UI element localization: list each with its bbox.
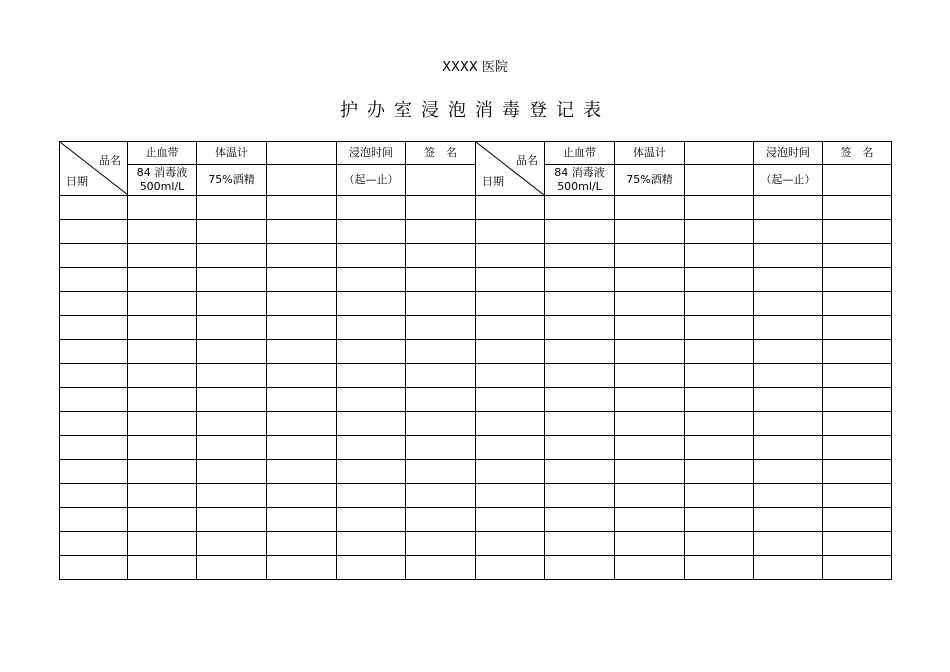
entry-cell[interactable] <box>128 316 197 340</box>
entry-cell[interactable] <box>476 508 545 532</box>
entry-cell[interactable] <box>545 484 615 508</box>
entry-cell[interactable] <box>545 388 615 412</box>
entry-cell[interactable] <box>337 484 406 508</box>
entry-cell[interactable] <box>615 220 685 244</box>
entry-cell[interactable] <box>337 340 406 364</box>
entry-cell[interactable] <box>197 268 267 292</box>
entry-cell[interactable] <box>823 532 892 556</box>
entry-cell[interactable] <box>615 268 685 292</box>
form-title: 护办室浸泡消毒登记表 <box>340 100 610 121</box>
entry-cell[interactable] <box>128 268 197 292</box>
entry-cell[interactable] <box>685 364 754 388</box>
entry-cell[interactable] <box>545 556 615 580</box>
entry-cell[interactable] <box>754 268 823 292</box>
entry-cell[interactable] <box>60 316 128 340</box>
entry-cell[interactable] <box>754 220 823 244</box>
entry-cell[interactable] <box>267 220 337 244</box>
entry-cell[interactable] <box>337 460 406 484</box>
entry-cell[interactable] <box>128 556 197 580</box>
entry-cell[interactable] <box>128 196 197 220</box>
column-header: 止血带 <box>128 142 197 165</box>
entry-cell[interactable] <box>337 556 406 580</box>
entry-cell[interactable] <box>197 364 267 388</box>
entry-cell[interactable] <box>60 556 128 580</box>
entry-cell[interactable] <box>60 220 128 244</box>
entry-cell[interactable] <box>476 340 545 364</box>
column-header: 签 名 <box>823 142 892 165</box>
entry-cell[interactable] <box>267 244 337 268</box>
column-header <box>685 142 754 165</box>
entry-cell[interactable] <box>197 292 267 316</box>
column-header: 浸泡时间 <box>754 142 823 165</box>
entry-cell[interactable] <box>685 532 754 556</box>
entry-cell[interactable] <box>823 268 892 292</box>
entry-cell[interactable] <box>615 316 685 340</box>
corner-header-cell <box>60 142 128 196</box>
entry-cell[interactable] <box>685 292 754 316</box>
entry-cell[interactable] <box>754 316 823 340</box>
entry-cell[interactable] <box>545 436 615 460</box>
entry-cell[interactable] <box>267 388 337 412</box>
entry-cell[interactable] <box>406 460 476 484</box>
column-header: 签 名 <box>406 142 476 165</box>
entry-cell[interactable] <box>197 508 267 532</box>
entry-cell[interactable] <box>60 388 128 412</box>
entry-cell[interactable] <box>267 316 337 340</box>
entry-cell[interactable] <box>685 340 754 364</box>
entry-cell[interactable] <box>267 532 337 556</box>
entry-cell[interactable] <box>337 436 406 460</box>
entry-cell[interactable] <box>476 556 545 580</box>
entry-cell[interactable] <box>685 196 754 220</box>
entry-cell[interactable] <box>60 436 128 460</box>
entry-cell[interactable] <box>128 364 197 388</box>
entry-cell[interactable] <box>545 412 615 436</box>
entry-cell[interactable] <box>823 244 892 268</box>
entry-cell[interactable] <box>128 220 197 244</box>
disinfection-register-table <box>59 141 892 580</box>
entry-cell[interactable] <box>476 196 545 220</box>
entry-cell[interactable] <box>476 484 545 508</box>
entry-cell[interactable] <box>406 220 476 244</box>
table-row <box>60 508 892 532</box>
entry-cell[interactable] <box>615 340 685 364</box>
entry-cell[interactable] <box>823 460 892 484</box>
table-row <box>60 436 892 460</box>
entry-cell[interactable] <box>267 268 337 292</box>
table-row <box>60 244 892 268</box>
entry-cell[interactable] <box>337 532 406 556</box>
entry-cell[interactable] <box>60 268 128 292</box>
entry-cell[interactable] <box>754 196 823 220</box>
entry-cell[interactable] <box>128 532 197 556</box>
entry-cell[interactable] <box>197 388 267 412</box>
entry-cell[interactable] <box>754 556 823 580</box>
entry-cell[interactable] <box>685 412 754 436</box>
entry-cell[interactable] <box>476 532 545 556</box>
entry-cell[interactable] <box>823 196 892 220</box>
entry-cell[interactable] <box>615 244 685 268</box>
entry-cell[interactable] <box>685 460 754 484</box>
entry-cell[interactable] <box>406 340 476 364</box>
column-subheader: （起—止） <box>337 165 406 196</box>
entry-cell[interactable] <box>128 508 197 532</box>
entry-cell[interactable] <box>545 292 615 316</box>
entry-cell[interactable] <box>754 436 823 460</box>
entry-cell[interactable] <box>406 364 476 388</box>
entry-cell[interactable] <box>60 412 128 436</box>
entry-cell[interactable] <box>754 484 823 508</box>
table-row <box>60 532 892 556</box>
entry-cell[interactable] <box>823 556 892 580</box>
entry-cell[interactable] <box>128 436 197 460</box>
table-row <box>60 412 892 436</box>
table-row <box>60 388 892 412</box>
entry-cell[interactable] <box>754 340 823 364</box>
column-header <box>267 142 337 165</box>
entry-cell[interactable] <box>615 508 685 532</box>
entry-cell[interactable] <box>197 412 267 436</box>
entry-cell[interactable] <box>545 340 615 364</box>
entry-cell[interactable] <box>754 412 823 436</box>
entry-cell[interactable] <box>406 244 476 268</box>
entry-cell[interactable] <box>60 244 128 268</box>
entry-cell[interactable] <box>337 364 406 388</box>
entry-cell[interactable] <box>615 292 685 316</box>
entry-cell[interactable] <box>476 244 545 268</box>
column-header: 体温计 <box>615 142 685 165</box>
entry-cell[interactable] <box>197 196 267 220</box>
table-row <box>60 316 892 340</box>
entry-cell[interactable] <box>128 484 197 508</box>
entry-cell[interactable] <box>476 268 545 292</box>
entry-cell[interactable] <box>337 316 406 340</box>
entry-cell[interactable] <box>615 364 685 388</box>
column-subheader: 84 消毒液 500ml/L <box>128 165 197 196</box>
entry-cell[interactable] <box>60 196 128 220</box>
entry-cell[interactable] <box>337 388 406 412</box>
entry-cell[interactable] <box>545 316 615 340</box>
entry-cell[interactable] <box>60 508 128 532</box>
entry-cell[interactable] <box>60 340 128 364</box>
entry-cell[interactable] <box>545 460 615 484</box>
entry-cell[interactable] <box>267 556 337 580</box>
entry-cell[interactable] <box>754 364 823 388</box>
entry-cell[interactable] <box>267 508 337 532</box>
table-row <box>60 460 892 484</box>
entry-cell[interactable] <box>476 436 545 460</box>
entry-cell[interactable] <box>615 412 685 436</box>
entry-cell[interactable] <box>615 196 685 220</box>
entry-cell[interactable] <box>615 556 685 580</box>
column-subheader: （起—止） <box>754 165 823 196</box>
entry-cell[interactable] <box>615 388 685 412</box>
entry-cell[interactable] <box>337 244 406 268</box>
entry-cell[interactable] <box>754 244 823 268</box>
entry-cell[interactable] <box>60 460 128 484</box>
entry-cell[interactable] <box>60 292 128 316</box>
entry-cell[interactable] <box>128 292 197 316</box>
entry-cell[interactable] <box>545 220 615 244</box>
entry-cell[interactable] <box>685 244 754 268</box>
entry-cell[interactable] <box>545 532 615 556</box>
entry-cell[interactable] <box>476 388 545 412</box>
table-row <box>60 484 892 508</box>
column-subheader <box>685 165 754 196</box>
entry-cell[interactable] <box>267 484 337 508</box>
entry-cell[interactable] <box>823 508 892 532</box>
table-row <box>60 364 892 388</box>
entry-cell[interactable] <box>545 244 615 268</box>
entry-cell[interactable] <box>685 484 754 508</box>
entry-cell[interactable] <box>406 412 476 436</box>
column-subheader <box>406 165 476 196</box>
entry-cell[interactable] <box>754 292 823 316</box>
entry-cell[interactable] <box>545 364 615 388</box>
entry-cell[interactable] <box>406 268 476 292</box>
entry-cell[interactable] <box>197 484 267 508</box>
entry-cell[interactable] <box>406 484 476 508</box>
column-subheader: 75%酒精 <box>197 165 267 196</box>
entry-cell[interactable] <box>267 364 337 388</box>
entry-cell[interactable] <box>197 436 267 460</box>
entry-cell[interactable] <box>476 460 545 484</box>
corner-header-cell <box>476 142 545 196</box>
entry-cell[interactable] <box>406 196 476 220</box>
entry-cell[interactable] <box>60 532 128 556</box>
entry-cell[interactable] <box>197 220 267 244</box>
entry-cell[interactable] <box>267 412 337 436</box>
hospital-name: XXXX 医院 <box>442 60 508 75</box>
entry-cell[interactable] <box>197 316 267 340</box>
item-name-label: 品名 <box>516 154 538 167</box>
entry-cell[interactable] <box>685 316 754 340</box>
item-name-label: 品名 <box>99 154 121 167</box>
column-subheader <box>823 165 892 196</box>
entry-cell[interactable] <box>267 460 337 484</box>
entry-cell[interactable] <box>685 268 754 292</box>
column-subheader <box>267 165 337 196</box>
entry-cell[interactable] <box>615 460 685 484</box>
entry-cell[interactable] <box>406 316 476 340</box>
entry-cell[interactable] <box>823 436 892 460</box>
entry-cell[interactable] <box>476 364 545 388</box>
entry-cell[interactable] <box>128 244 197 268</box>
entry-cell[interactable] <box>823 292 892 316</box>
entry-cell[interactable] <box>476 292 545 316</box>
entry-cell[interactable] <box>337 196 406 220</box>
entry-cell[interactable] <box>685 220 754 244</box>
entry-cell[interactable] <box>197 244 267 268</box>
entry-cell[interactable] <box>267 196 337 220</box>
entry-cell[interactable] <box>685 388 754 412</box>
entry-cell[interactable] <box>267 292 337 316</box>
table-row <box>60 196 892 220</box>
entry-cell[interactable] <box>685 436 754 460</box>
entry-cell[interactable] <box>406 532 476 556</box>
entry-cell[interactable] <box>128 412 197 436</box>
entry-cell[interactable] <box>685 556 754 580</box>
entry-cell[interactable] <box>60 484 128 508</box>
entry-cell[interactable] <box>267 436 337 460</box>
entry-cell[interactable] <box>406 388 476 412</box>
entry-cell[interactable] <box>476 220 545 244</box>
table-row <box>60 292 892 316</box>
entry-cell[interactable] <box>197 556 267 580</box>
entry-cell[interactable] <box>60 364 128 388</box>
date-label: 日期 <box>482 175 504 188</box>
entry-cell[interactable] <box>685 508 754 532</box>
table-row <box>60 268 892 292</box>
entry-cell[interactable] <box>823 316 892 340</box>
entry-cell[interactable] <box>337 268 406 292</box>
entry-cell[interactable] <box>754 532 823 556</box>
column-header: 浸泡时间 <box>337 142 406 165</box>
entry-cell[interactable] <box>128 388 197 412</box>
entry-cell[interactable] <box>406 292 476 316</box>
entry-cell[interactable] <box>267 340 337 364</box>
entry-cell[interactable] <box>545 268 615 292</box>
column-header: 体温计 <box>197 142 267 165</box>
entry-cell[interactable] <box>476 316 545 340</box>
entry-cell[interactable] <box>337 220 406 244</box>
column-subheader: 75%酒精 <box>615 165 685 196</box>
entry-cell[interactable] <box>615 532 685 556</box>
entry-cell[interactable] <box>197 340 267 364</box>
entry-cell[interactable] <box>754 460 823 484</box>
entry-cell[interactable] <box>823 364 892 388</box>
entry-cell[interactable] <box>337 292 406 316</box>
entry-cell[interactable] <box>337 412 406 436</box>
entry-cell[interactable] <box>823 412 892 436</box>
table-row <box>60 220 892 244</box>
entry-cell[interactable] <box>197 532 267 556</box>
entry-cell[interactable] <box>545 508 615 532</box>
column-header: 止血带 <box>545 142 615 165</box>
entry-cell[interactable] <box>406 508 476 532</box>
entry-cell[interactable] <box>754 388 823 412</box>
column-subheader: 84 消毒液 500ml/L <box>545 165 615 196</box>
entry-cell[interactable] <box>823 388 892 412</box>
entry-cell[interactable] <box>128 340 197 364</box>
entry-cell[interactable] <box>128 460 197 484</box>
entry-cell[interactable] <box>545 196 615 220</box>
table-row <box>60 340 892 364</box>
entry-cell[interactable] <box>615 436 685 460</box>
entry-cell[interactable] <box>197 460 267 484</box>
entry-cell[interactable] <box>823 484 892 508</box>
entry-cell[interactable] <box>615 484 685 508</box>
entry-cell[interactable] <box>754 508 823 532</box>
entry-cell[interactable] <box>406 556 476 580</box>
entry-cell[interactable] <box>823 340 892 364</box>
entry-cell[interactable] <box>823 220 892 244</box>
entry-cell[interactable] <box>406 436 476 460</box>
entry-cell[interactable] <box>476 412 545 436</box>
table-row <box>60 556 892 580</box>
entry-cell[interactable] <box>337 508 406 532</box>
date-label: 日期 <box>66 175 88 188</box>
